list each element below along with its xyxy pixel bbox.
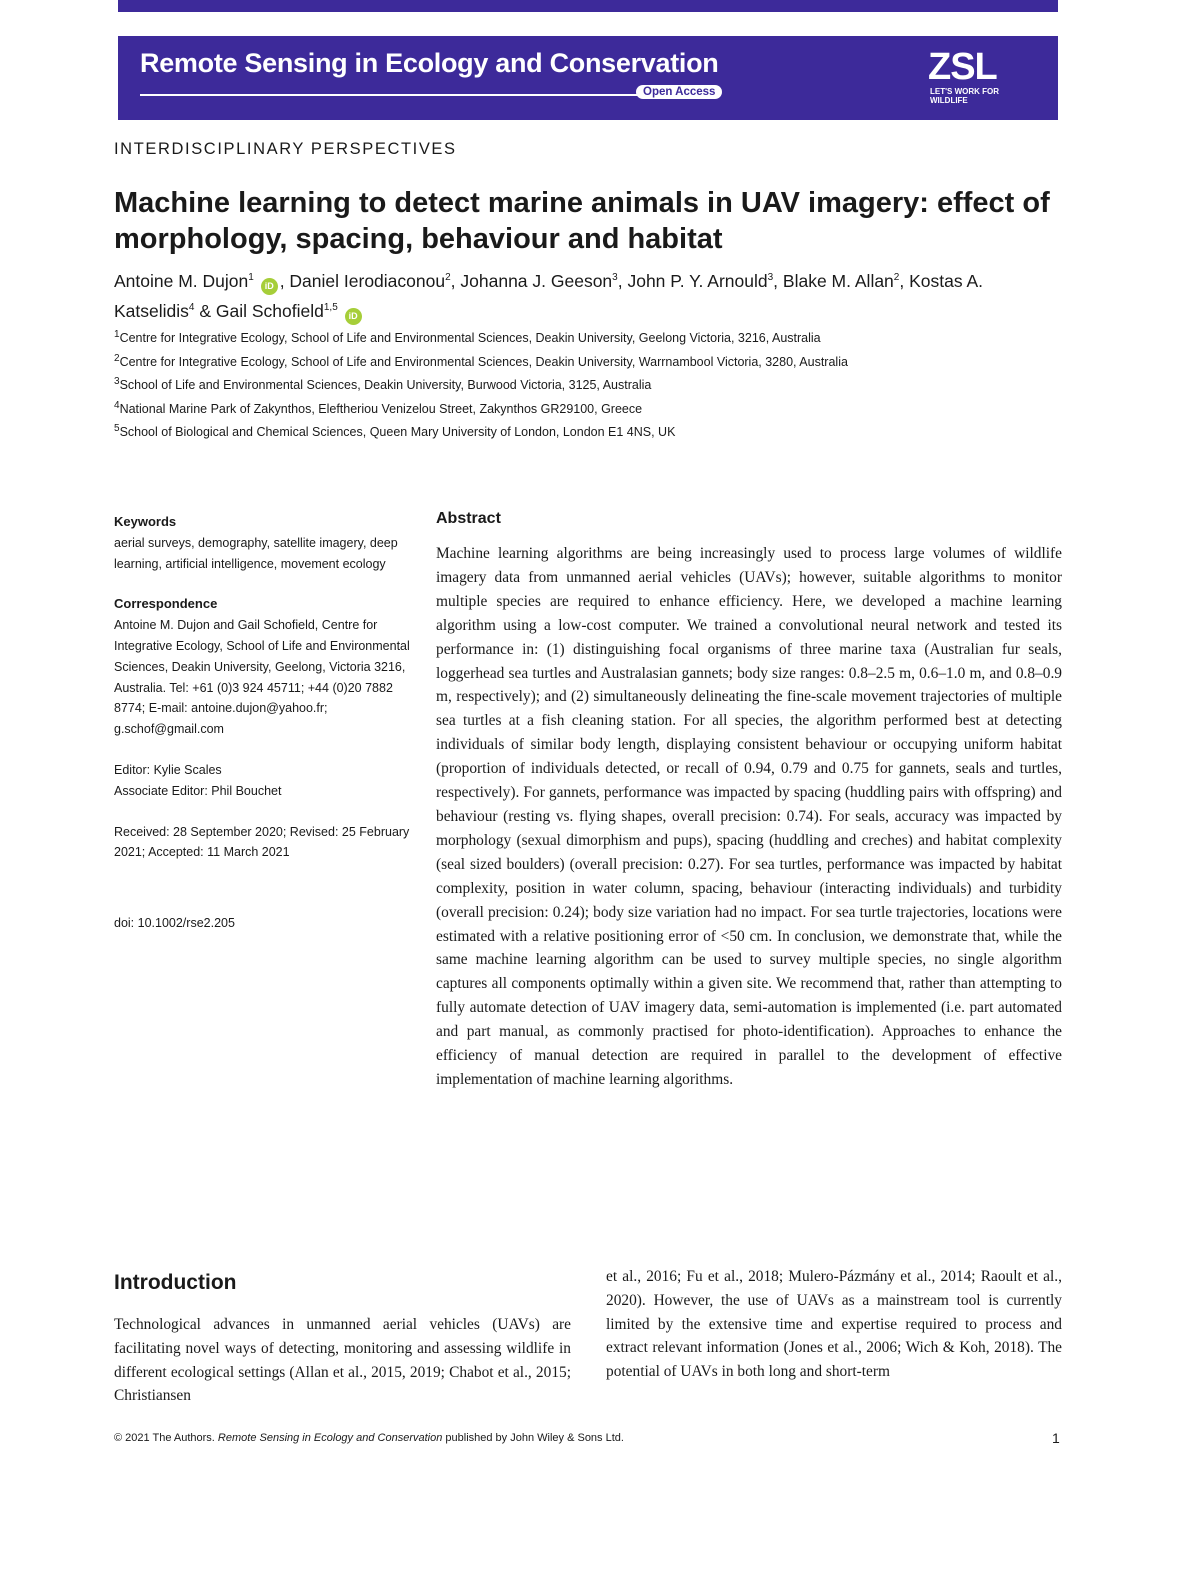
author-affiliation-number: 2 [445, 272, 451, 283]
doi-link[interactable]: doi: 10.1002/rse2.205 [114, 916, 235, 931]
introduction-left-column: Technological advances in unmanned aerial vehicles (UAVs) are facilitating novel ways of detecting, monitoring and assessing wildlife in different ecological settings (Allan et al., 2015, 2019; Chabot et al., 2015; Christiansen [114, 1316, 571, 1405]
correspondence-heading: Correspondence [114, 596, 218, 612]
introduction-right-column: et al., 2016; Fu et al., 2018; Mulero-Pázmány et al., 2014; Raoult et al., 2020). However, the use of UAVs as a mainstream tool is currently limited by the extensive time and expertise required to process and extract relevant information (Jones et al., 2006; Wich & Koh, 2018). The potential of UAVs in both long and short-term [606, 1268, 1062, 1381]
author-name[interactable]: Blake M. Allan [782, 270, 894, 291]
affiliation-number: 1 [114, 329, 120, 340]
author-name[interactable]: Antoine M. Dujon [114, 270, 249, 291]
abstract-body: Machine learning algorithms are being increasingly used to process large volumes of wildlife imagery data from unmanned aerial vehicles (UAVs); however, suitable algorithms to monitor multiple species are required to enhance efficiency. Here, we developed a machine learning algorithm using a low-cost computer. We trained a convolutional neural network and tested its performance in: (1) distinguishing focal organisms of three marine taxa (Australian fur seals, loggerhead sea turtles and Australasian gannets; body size ranges: 0.8–2.5 m, 0.6–1.0 m, and 0.8–0.9 m, respectively); and (2) simultaneously delineating the fine-scale movement trajectories of multiple sea turtles at a fish cleaning station. For all species, the algorithm performed best at detecting individuals of similar body length, displaying consistent behaviour or occupying uniform habitat (proportion of individuals detected, or recall of 0.94, 0.79 and 0.75 for gannets, seals and turtles, respectively). For gannets, performance was impacted by spacing (huddling pairs with offspring) and behaviour (resting vs. flying shapes, overall precision: 0.74). For seals, accuracy was impacted by morphology (sexual dimorphism and pups), spacing (huddling and creches) and habitat complexity (seal sized boulders) (overall precision: 0.27). For sea turtles, performance was impacted by habitat complexity, position in water column, spacing, behaviour (interacting individuals) and turbidity (overall precision: 0.24); body size variation had no impact. For sea turtle trajectories, locations were estimated with a relative positioning error of <50 cm. In conclusion, we demonstrate that, while the same machine learning algorithm can be used to survey multiple species, no single algorithm captures all components optimally within a given site. We recommend that, rather than attempting to fully automate detection of UAV imagery data, semi-automation is implemented (i.e. part automated and part manual, as commonly practised for photo-identification). Approaches to enhance the efficiency of manual detection are required in parallel to the development of effective implementation of machine learning algorithms. [436, 545, 1062, 1088]
article-title: Machine learning to detect marine animals in UAV imagery: effect of morphology, spacing, behaviour and habitat [114, 187, 1050, 255]
author-name[interactable]: Gail Schofield [215, 300, 324, 321]
orcid-icon[interactable]: iD [261, 278, 278, 295]
affiliation-item [114, 419, 1074, 443]
journal-title[interactable]: Remote Sensing in Ecology and Conservation [140, 48, 719, 78]
publisher-text: published by John Wiley & Sons Ltd. [445, 1432, 624, 1444]
correspondence-text: Antoine M. Dujon and Gail Schofield, Centre for Integrative Ecology, School of Life and Environmental Sciences, Deakin University, Geelong, Victoria 3216, Australia. Tel: +61 (0)3 924 45711; +44 (0)20 7882 8774; E-mail: antoine.dujon@yahoo.fr; g.schof@gmail.com [114, 618, 410, 737]
open-access-badge[interactable]: Open Access [636, 85, 722, 99]
article-sidebar [114, 512, 414, 934]
author-affiliation-number: 3 [612, 272, 618, 283]
keywords-text: aerial surveys, demography, satellite imagery, deep learning, artificial intelligence, movement ecology [114, 535, 398, 571]
footer-copyright [114, 1432, 624, 1444]
affiliation-text: Centre for Integrative Ecology, School of Life and Environmental Sciences, Deakin University, Geelong Victoria, 3216, Australia [119, 331, 821, 346]
affiliation-item [114, 396, 1074, 420]
dates-text: Received: 28 September 2020; Revised: 25 February 2021; Accepted: 11 March 2021 [114, 824, 410, 860]
copyright-text: © 2021 The Authors. [114, 1432, 215, 1444]
affiliation-text: Centre for Integrative Ecology, School of Life and Environmental Sciences, Deakin University, Warrnambool Victoria, 3280, Australia [119, 354, 848, 369]
author-affiliation-number: 2 [893, 272, 900, 283]
author-name[interactable]: Johanna J. Geeson [460, 270, 613, 291]
introduction-heading: Introduction [114, 1271, 237, 1294]
top-color-bar [118, 0, 1058, 12]
keywords-block [114, 512, 414, 574]
page-number: 1 [1052, 1430, 1060, 1446]
keywords-heading: Keywords [114, 514, 177, 529]
affiliation-text: National Marine Park of Zakynthos, Eleftheriou Venizelou Street, Zakynthos GR29100, Greece [119, 401, 643, 416]
author-affiliation-number: 3 [767, 272, 774, 283]
author-list: Antoine M. Dujon$^1$ iD , Daniel Ierodiaconou$^2$, Johanna J. Geeson$^3$, John P. Y. Arnould$^3$, Blake M. Allan$^2$, Kostas A. Katselidis$^4$ & Gail Schofield$^{1,5}$ iD [114, 265, 1054, 325]
editor-block [114, 760, 414, 802]
author-name[interactable]: Daniel Ierodiaconou [289, 270, 446, 291]
author-affiliation-number: 1,5 [323, 301, 338, 313]
affiliation-number: 2 [114, 352, 120, 364]
affiliation-list [114, 325, 1074, 443]
banner-rule [140, 94, 638, 96]
editor-text: Editor: Kylie Scales [114, 762, 222, 777]
author-name[interactable]: Kostas A. Katselidis [114, 270, 984, 321]
author-affiliation-number: 4 [188, 301, 195, 313]
affiliation-number: 4 [114, 399, 120, 411]
affiliation-item [114, 372, 1074, 396]
zsl-tagline: LET'S WORK FOR WILDLIFE [930, 87, 1000, 105]
orcid-icon[interactable]: iD [345, 308, 362, 325]
affiliation-item [114, 325, 1074, 349]
affiliation-text: School of Life and Environmental Sciences, Deakin University, Burwood Victoria, 3125, Australia [119, 378, 652, 393]
associate-editor-text: Associate Editor: Phil Bouchet [114, 783, 282, 798]
affiliation-number: 3 [114, 376, 120, 388]
footer-journal-name: Remote Sensing in Ecology and Conservation [217, 1432, 443, 1444]
affiliation-number: 5 [114, 423, 120, 435]
abstract-section [436, 510, 1062, 1092]
correspondence-block [114, 594, 414, 740]
author-name[interactable]: John P. Y. Arnould [627, 270, 768, 291]
affiliation-text: School of Biological and Chemical Sciences, Queen Mary University of London, London E1 4NS, UK [119, 425, 676, 440]
abstract-heading: Abstract [436, 510, 501, 527]
section-label: INTERDISCIPLINARY PERSPECTIVES [114, 140, 457, 158]
zsl-logo[interactable]: ZSL [928, 46, 997, 88]
author-affiliation-number: 1 [248, 272, 254, 283]
journal-banner [118, 36, 1058, 120]
affiliation-item [114, 349, 1074, 373]
